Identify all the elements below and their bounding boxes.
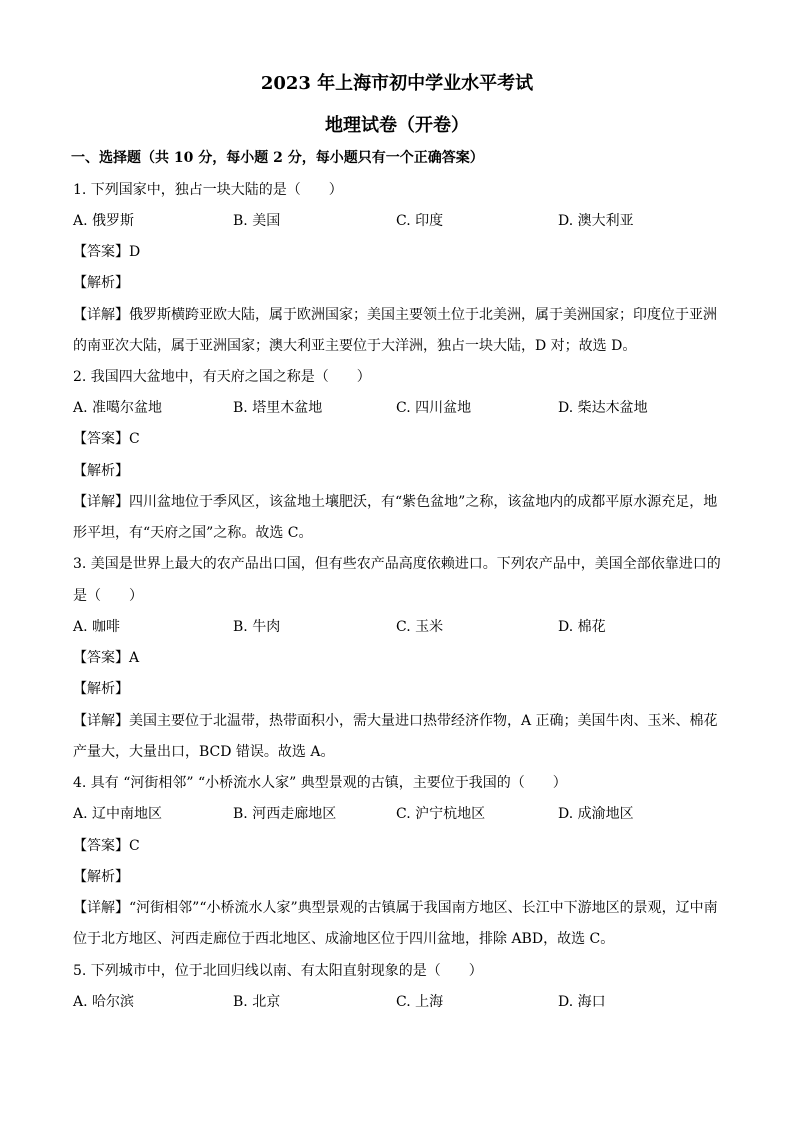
question-3-option-d: D. 棉花 [558, 619, 606, 635]
question-3-stem-line-2: 是（ ） [73, 588, 143, 604]
question-2-option-b: B. 塔里木盆地 [233, 400, 323, 416]
question-1-option-a: A. 俄罗斯 [73, 213, 135, 229]
question-1-analysis: 【解析】 [73, 275, 129, 291]
question-4-analysis: 【解析】 [73, 869, 129, 885]
question-3-option-b: B. 牛肉 [233, 619, 281, 635]
question-3-analysis: 【解析】 [73, 681, 129, 697]
question-1-option-c: C. 印度 [396, 213, 444, 229]
exam-title: 2023 年上海市初中学业水平考试 [260, 73, 534, 94]
question-4-option-c: C. 沪宁杭地区 [396, 806, 486, 822]
question-4-detail-line-2: 位于北方地区、河西走廊位于西北地区、成渝地区位于四川盆地，排除 ABD，故选 C。 [73, 931, 615, 947]
question-1-detail-line-1: 【详解】俄罗斯横跨亚欧大陆，属于欧洲国家；美国主要领土位于北美洲，属于美洲国家；印度位于亚洲 [73, 307, 717, 323]
question-2-option-a: A. 准噶尔盆地 [73, 400, 163, 416]
question-2-stem: 2. 我国四大盆地中，有天府之国之称是（ ） [73, 369, 371, 385]
exam-subtitle: 地理试卷（开卷） [325, 115, 469, 136]
question-2-detail-line-1: 【详解】四川盆地位于季风区，该盆地土壤肥沃，有“紫色盆地”之称，该盆地内的成都平原水源充足，地 [73, 494, 718, 510]
question-5-option-b: B. 北京 [233, 994, 281, 1010]
question-3-stem-line-1: 3. 美国是世界上最大的农产品出口国，但有些农产品高度依赖进口。下列农产品中，美国全部依靠进口的 [73, 556, 721, 572]
question-5-option-d: D. 海口 [558, 994, 606, 1010]
question-2-analysis: 【解析】 [73, 463, 129, 479]
question-4-option-a: A. 辽中南地区 [73, 806, 163, 822]
question-3-option-a: A. 咖啡 [73, 619, 121, 635]
question-2-detail-line-2: 形平坦，有“天府之国”之称。故选 C。 [73, 525, 313, 541]
question-5-option-a: A. 哈尔滨 [73, 994, 135, 1010]
question-4-option-b: B. 河西走廊地区 [233, 806, 337, 822]
question-4-answer: 【答案】C [73, 838, 140, 854]
question-3-detail-line-2: 产量大，大量出口，BCD 错误。故选 A。 [73, 744, 335, 760]
question-3-option-c: C. 玉米 [396, 619, 444, 635]
question-3-answer: 【答案】A [73, 650, 140, 666]
question-2-answer: 【答案】C [73, 431, 140, 447]
question-1-option-d: D. 澳大利亚 [558, 213, 634, 229]
question-2-option-c: C. 四川盆地 [396, 400, 472, 416]
question-4-detail-line-1: 【详解】“河街相邻”“小桥流水人家”典型景观的古镇属于我国南方地区、长江中下游地区的景观，辽中南 [73, 900, 718, 916]
question-3-detail-line-1: 【详解】美国主要位于北温带，热带面积小，需大量进口热带经济作物，A 正确；美国牛肉、玉米、棉花 [73, 713, 718, 729]
question-5-option-c: C. 上海 [396, 994, 444, 1010]
question-1-detail-line-2: 的南亚次大陆，属于亚洲国家；澳大利亚主要位于大洋洲，独占一块大陆，D 对；故选 D。 [73, 338, 637, 354]
question-1-stem: 1. 下列国家中，独占一块大陆的是（ ） [73, 182, 343, 198]
question-2-option-d: D. 柴达木盆地 [558, 400, 648, 416]
question-4-stem: 4. 具有 “河街相邻” “小桥流水人家” 典型景观的古镇，主要位于我国的（ ） [73, 775, 567, 791]
question-4-option-d: D. 成渝地区 [558, 806, 634, 822]
question-1-answer: 【答案】D [73, 244, 141, 260]
question-1-option-b: B. 美国 [233, 213, 281, 229]
section-heading: 一、选择题（共 10 分，每小题 2 分，每小题只有一个正确答案） [71, 150, 484, 166]
question-5-stem: 5. 下列城市中，位于北回归线以南、有太阳直射现象的是（ ） [73, 963, 483, 979]
